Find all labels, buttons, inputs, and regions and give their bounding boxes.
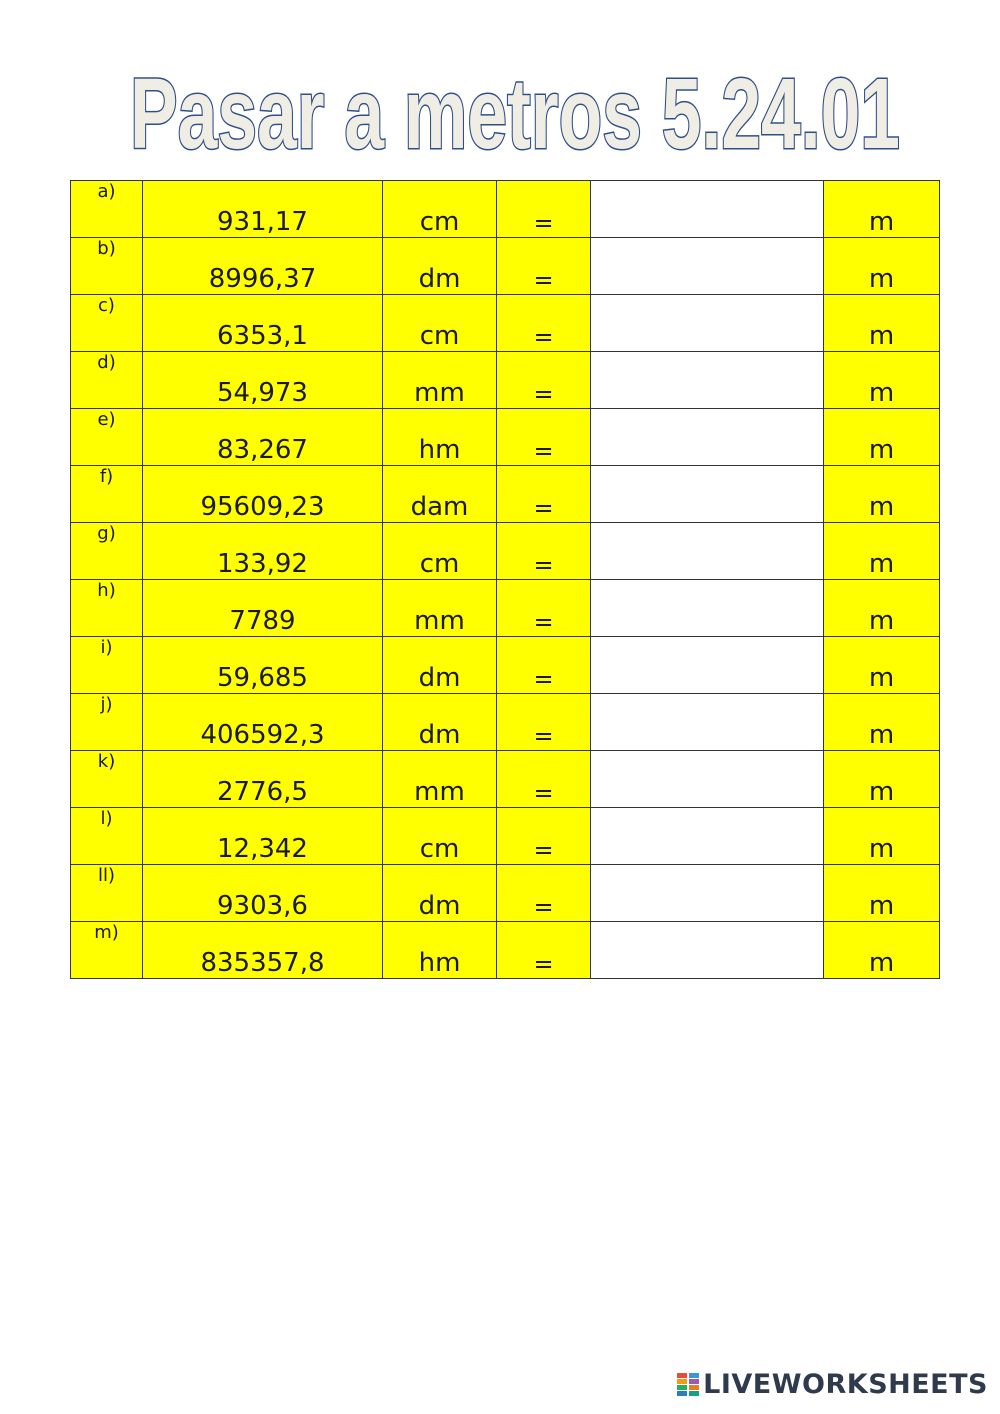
row-unit: cm bbox=[383, 523, 497, 580]
row-letter: j) bbox=[71, 694, 143, 751]
row-letter: a) bbox=[71, 181, 143, 238]
answer-cell bbox=[591, 808, 824, 865]
table-row bbox=[71, 751, 940, 808]
row-result-unit: m bbox=[824, 409, 940, 466]
table-row bbox=[71, 694, 940, 751]
answer-cell bbox=[591, 580, 824, 637]
answer-input[interactable] bbox=[591, 581, 823, 635]
row-equals: = bbox=[497, 409, 591, 466]
row-letter: e) bbox=[71, 409, 143, 466]
conversion-table bbox=[70, 180, 940, 979]
table-row bbox=[71, 637, 940, 694]
row-unit: cm bbox=[383, 295, 497, 352]
row-letter: d) bbox=[71, 352, 143, 409]
answer-input[interactable] bbox=[591, 239, 823, 293]
row-equals: = bbox=[497, 238, 591, 295]
table-row bbox=[71, 865, 940, 922]
answer-cell bbox=[591, 865, 824, 922]
row-value: 9303,6 bbox=[143, 865, 383, 922]
row-letter: b) bbox=[71, 238, 143, 295]
row-unit: dm bbox=[383, 238, 497, 295]
answer-cell bbox=[591, 466, 824, 523]
row-equals: = bbox=[497, 865, 591, 922]
answer-cell bbox=[591, 694, 824, 751]
answer-cell bbox=[591, 181, 824, 238]
answer-input[interactable] bbox=[591, 524, 823, 578]
row-letter: g) bbox=[71, 523, 143, 580]
answer-cell bbox=[591, 637, 824, 694]
row-value: 931,17 bbox=[143, 181, 383, 238]
answer-cell bbox=[591, 295, 824, 352]
table-row bbox=[71, 466, 940, 523]
row-unit: mm bbox=[383, 352, 497, 409]
row-result-unit: m bbox=[824, 466, 940, 523]
row-equals: = bbox=[497, 694, 591, 751]
row-value: 54,973 bbox=[143, 352, 383, 409]
row-value: 12,342 bbox=[143, 808, 383, 865]
row-letter: l) bbox=[71, 808, 143, 865]
answer-cell bbox=[591, 352, 824, 409]
row-equals: = bbox=[497, 637, 591, 694]
row-result-unit: m bbox=[824, 295, 940, 352]
answer-cell bbox=[591, 751, 824, 808]
table-row bbox=[71, 922, 940, 979]
row-result-unit: m bbox=[824, 865, 940, 922]
footer-brand bbox=[677, 1369, 988, 1400]
row-value: 6353,1 bbox=[143, 295, 383, 352]
answer-input[interactable] bbox=[591, 410, 823, 464]
table-row bbox=[71, 352, 940, 409]
table-row bbox=[71, 580, 940, 637]
row-equals: = bbox=[497, 922, 591, 979]
page-title: Pasar a metros 5.24.01 bbox=[130, 58, 900, 170]
row-unit: cm bbox=[383, 808, 497, 865]
row-result-unit: m bbox=[824, 637, 940, 694]
row-letter: f) bbox=[71, 466, 143, 523]
answer-input[interactable] bbox=[591, 467, 823, 521]
row-unit: cm bbox=[383, 181, 497, 238]
row-result-unit: m bbox=[824, 523, 940, 580]
table-row bbox=[71, 295, 940, 352]
row-unit: hm bbox=[383, 409, 497, 466]
row-unit: hm bbox=[383, 922, 497, 979]
table-row bbox=[71, 238, 940, 295]
row-value: 59,685 bbox=[143, 637, 383, 694]
row-equals: = bbox=[497, 523, 591, 580]
row-value: 406592,3 bbox=[143, 694, 383, 751]
row-letter: i) bbox=[71, 637, 143, 694]
answer-input[interactable] bbox=[591, 353, 823, 407]
answer-input[interactable] bbox=[591, 809, 823, 863]
row-letter: k) bbox=[71, 751, 143, 808]
row-unit: mm bbox=[383, 580, 497, 637]
row-equals: = bbox=[497, 751, 591, 808]
row-letter: c) bbox=[71, 295, 143, 352]
answer-input[interactable] bbox=[591, 695, 823, 749]
table-row bbox=[71, 409, 940, 466]
page-title-graphic bbox=[0, 48, 1000, 178]
liveworksheets-logo-icon bbox=[677, 1373, 699, 1397]
table-row bbox=[71, 523, 940, 580]
row-value: 2776,5 bbox=[143, 751, 383, 808]
row-equals: = bbox=[497, 295, 591, 352]
answer-cell bbox=[591, 922, 824, 979]
row-unit: dm bbox=[383, 694, 497, 751]
row-value: 133,92 bbox=[143, 523, 383, 580]
row-letter: ll) bbox=[71, 865, 143, 922]
row-unit: dm bbox=[383, 637, 497, 694]
row-result-unit: m bbox=[824, 238, 940, 295]
answer-input[interactable] bbox=[591, 923, 823, 977]
row-value: 95609,23 bbox=[143, 466, 383, 523]
answer-input[interactable] bbox=[591, 296, 823, 350]
row-letter: m) bbox=[71, 922, 143, 979]
row-unit: mm bbox=[383, 751, 497, 808]
row-value: 83,267 bbox=[143, 409, 383, 466]
row-result-unit: m bbox=[824, 181, 940, 238]
row-unit: dm bbox=[383, 865, 497, 922]
table-row bbox=[71, 181, 940, 238]
brand-name: LIVEWORKSHEETS bbox=[703, 1369, 988, 1400]
row-equals: = bbox=[497, 580, 591, 637]
table-row bbox=[71, 808, 940, 865]
answer-cell bbox=[591, 523, 824, 580]
row-value: 7789 bbox=[143, 580, 383, 637]
answer-input[interactable] bbox=[591, 866, 823, 920]
answer-input[interactable] bbox=[591, 182, 823, 236]
row-result-unit: m bbox=[824, 580, 940, 637]
row-value: 835357,8 bbox=[143, 922, 383, 979]
row-letter: h) bbox=[71, 580, 143, 637]
row-result-unit: m bbox=[824, 808, 940, 865]
row-equals: = bbox=[497, 466, 591, 523]
answer-cell bbox=[591, 238, 824, 295]
conversion-table-body bbox=[71, 181, 940, 979]
row-result-unit: m bbox=[824, 352, 940, 409]
row-result-unit: m bbox=[824, 922, 940, 979]
answer-cell bbox=[591, 409, 824, 466]
row-result-unit: m bbox=[824, 694, 940, 751]
row-equals: = bbox=[497, 808, 591, 865]
row-equals: = bbox=[497, 181, 591, 238]
row-unit: dam bbox=[383, 466, 497, 523]
row-equals: = bbox=[497, 352, 591, 409]
answer-input[interactable] bbox=[591, 752, 823, 806]
row-value: 8996,37 bbox=[143, 238, 383, 295]
title-container bbox=[0, 48, 1000, 178]
answer-input[interactable] bbox=[591, 638, 823, 692]
row-result-unit: m bbox=[824, 751, 940, 808]
